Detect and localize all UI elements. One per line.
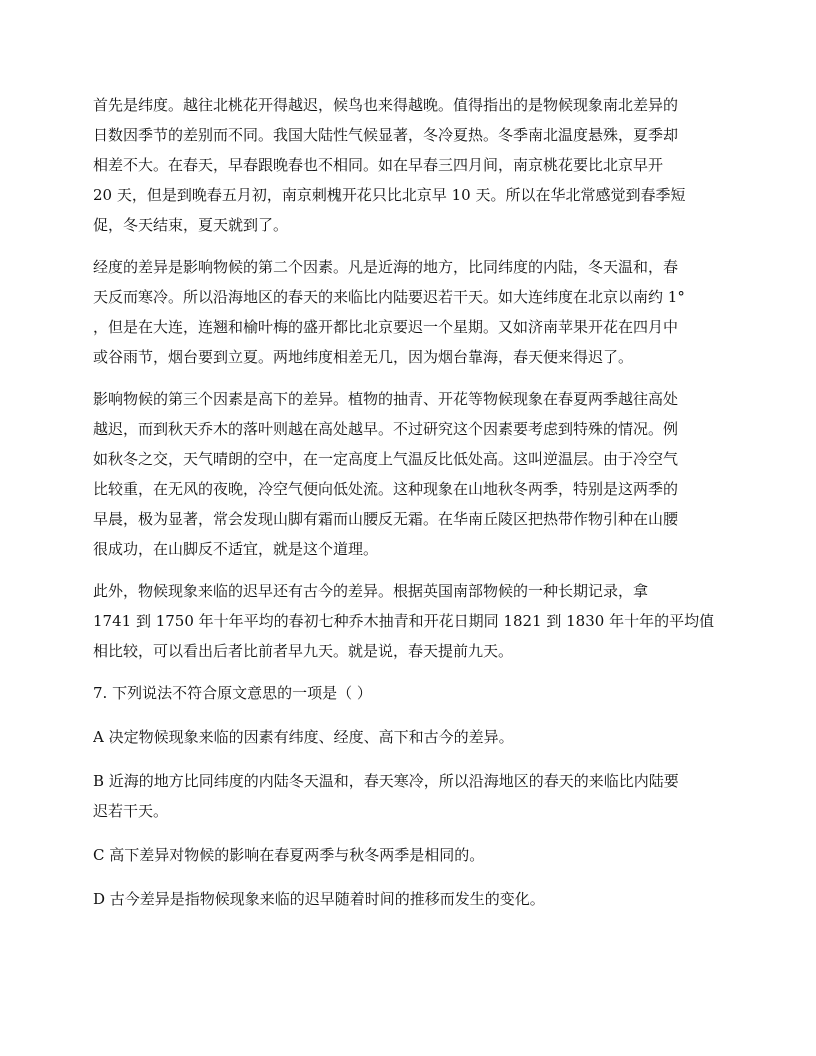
- paragraph-line: 很成功，在山脚反不适宜，就是这个道理。: [93, 540, 379, 558]
- paragraph-line: 此外，物候现象来临的迟早还有古今的差异。根据英国南部物候的一种长期记录，拿: [93, 582, 649, 600]
- paragraph-line: 相差不大。在春天，早春跟晚春也不相同。如在早春三四月间，南京桃花要比北京早开: [93, 156, 664, 174]
- paragraph-line: 20 天，但是到晚春五月初，南京刺槐开花只比北京早 10 天。所以在华北常感觉到春季短: [93, 186, 686, 204]
- document-content: [93, 90, 723, 928]
- option-b-line: B 近海的地方比同纬度的内陆冬天温和，春天寒冷，所以沿海地区的春天的来临比内陆要: [93, 772, 679, 790]
- paragraph-line: 相比较，可以看出后者比前者早九天。就是说，春天提前九天。: [93, 642, 514, 660]
- paragraph-line: 早晨，极为显著，常会发现山脚有霜而山腰反无霜。在华南丘陵区把热带作物引种在山腰: [93, 510, 679, 528]
- paragraph-longitude: [93, 252, 723, 372]
- paragraph-line: 经度的差异是影响物候的第二个因素。凡是近海的地方，比同纬度的内陆，冬天温和，春: [93, 258, 679, 276]
- option-b: [93, 766, 723, 826]
- paragraph-latitude: [93, 90, 723, 240]
- option-c: [93, 840, 723, 870]
- paragraph-line: 促，冬天结束，夏天就到了。: [93, 216, 289, 234]
- paragraph-historical: [93, 576, 723, 666]
- paragraph-line: 越迟，而到秋天乔木的落叶则越在高处越早。不过研究这个因素要考虑到特殊的情况。例: [93, 420, 679, 438]
- option-a-text: A 决定物候现象来临的因素有纬度、经度、高下和古今的差异。: [93, 728, 514, 746]
- paragraph-line: ，但是在大连，连翘和榆叶梅的盛开都比北京要迟一个星期。又如济南苹果开花在四月中: [93, 318, 679, 336]
- question-stem-text: 7. 下列说法不符合原文意思的一项是（ ）: [93, 684, 372, 702]
- paragraph-line: 或谷雨节，烟台要到立夏。两地纬度相差无几，因为烟台靠海，春天便来得迟了。: [93, 348, 634, 366]
- paragraph-line: 1741 到 1750 年十年平均的春初七种乔木抽青和开花日期同 1821 到 1830 年十年的平均值: [93, 612, 715, 630]
- option-a: [93, 722, 723, 752]
- paragraph-line: 天反而寒冷。所以沿海地区的春天的来临比内陆要迟若干天。如大连纬度在北京以南约 1°: [93, 288, 685, 306]
- paragraph-line: 如秋冬之交，天气晴朗的空中，在一定高度上气温反比低处高。这叫逆温层。由于冷空气: [93, 450, 679, 468]
- option-b-line: 迟若干天。: [93, 802, 169, 820]
- paragraph-line: 首先是纬度。越往北桃花开得越迟，候鸟也来得越晚。值得指出的是物候现象南北差异的: [93, 96, 679, 114]
- option-d-text: D 古今差异是指物候现象来临的迟早随着时间的推移而发生的变化。: [93, 890, 545, 908]
- option-d: [93, 884, 723, 914]
- paragraph-line: 影响物候的第三个因素是高下的差异。植物的抽青、开花等物候现象在春夏两季越往高处: [93, 390, 679, 408]
- paragraph-line: 比较重，在无风的夜晚，冷空气便向低处流。这种现象在山地秋冬两季，特别是这两季的: [93, 480, 679, 498]
- paragraph-altitude: [93, 384, 723, 564]
- question-stem: [93, 678, 723, 708]
- option-c-text: C 高下差异对物候的影响在春夏两季与秋冬两季是相同的。: [93, 846, 485, 864]
- paragraph-line: 日数因季节的差别而不同。我国大陆性气候显著，冬冷夏热。冬季南北温度悬殊，夏季却: [93, 126, 679, 144]
